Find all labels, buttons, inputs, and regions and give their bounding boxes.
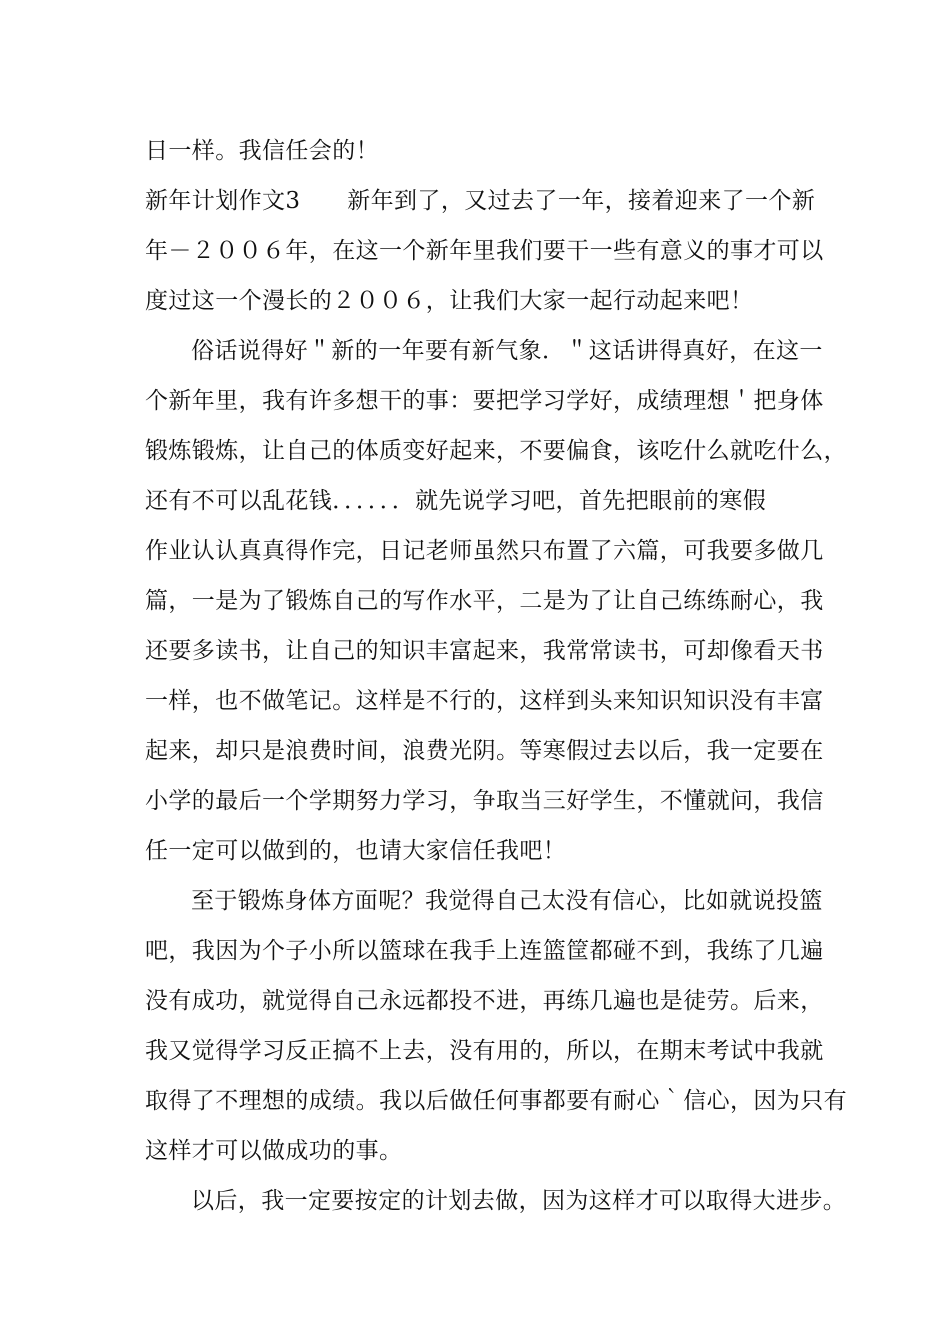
text-line: 这样才可以做成功的事。	[145, 1138, 403, 1164]
text-line: 没有成功，就觉得自己永远都投不进，再练几遍也是徒劳。后来，	[145, 988, 824, 1014]
text-line: 起来，却只是浪费时间，浪费光阴。等寒假过去以后，我一定要在	[145, 738, 824, 764]
text-line: 日一样。我信任会的！	[145, 138, 379, 164]
text-line: 还要多读书，让自己的知识丰富起来，我常常读书，可却像看天书	[145, 638, 824, 664]
text-line: 个新年里，我有许多想干的事：要把学习学好，成绩理想＇把身体	[145, 388, 824, 414]
text-line: 我又觉得学习反正搞不上去，没有用的，所以，在期末考试中我就	[145, 1038, 824, 1064]
text-line: 篇，一是为了锻炼自己的写作水平，二是为了让自己练练耐心，我	[145, 588, 824, 614]
text-line: 年－２００６年，在这一个新年里我们要干一些有意义的事才可以	[145, 238, 824, 264]
text-line: 度过这一个漫长的２００６，让我们大家一起行动起来吧！	[145, 288, 754, 314]
text-line: 俗话说得好＂新的一年要有新气象．＂这话讲得真好，在这一	[191, 338, 823, 364]
text-line: 锻炼锻炼，让自己的体质变好起来，不要偏食，该吃什么就吃什么，	[145, 438, 847, 464]
text-line: 吧，我因为个子小所以篮球在我手上连篮筐都碰不到，我练了几遍	[145, 938, 824, 964]
text-line: 新年计划作文3 新年到了，又过去了一年，接着迎来了一个新	[145, 188, 816, 214]
text-line: 还有不可以乱花钱．．．．．．就先说学习吧，首先把眼前的寒假	[145, 488, 767, 514]
text-line: 取得了不理想的成绩。我以后做任何事都要有耐心｀信心，因为只有	[145, 1088, 847, 1114]
text-line: 任一定可以做到的，也请大家信任我吧！	[145, 838, 567, 864]
text-line: 至于锻炼身体方面呢？我觉得自己太没有信心，比如就说投篮	[191, 888, 823, 914]
text-line: 以后，我一定要按定的计划去做，因为这样才可以取得大进步。	[191, 1188, 847, 1214]
text-line: 作业认认真真得作完，日记老师虽然只布置了六篇，可我要多做几	[145, 538, 824, 564]
text-line: 小学的最后一个学期努力学习，争取当三好学生，不懂就问，我信	[145, 788, 824, 814]
text-line: 一样，也不做笔记。这样是不行的，这样到头来知识知识没有丰富	[145, 688, 824, 714]
